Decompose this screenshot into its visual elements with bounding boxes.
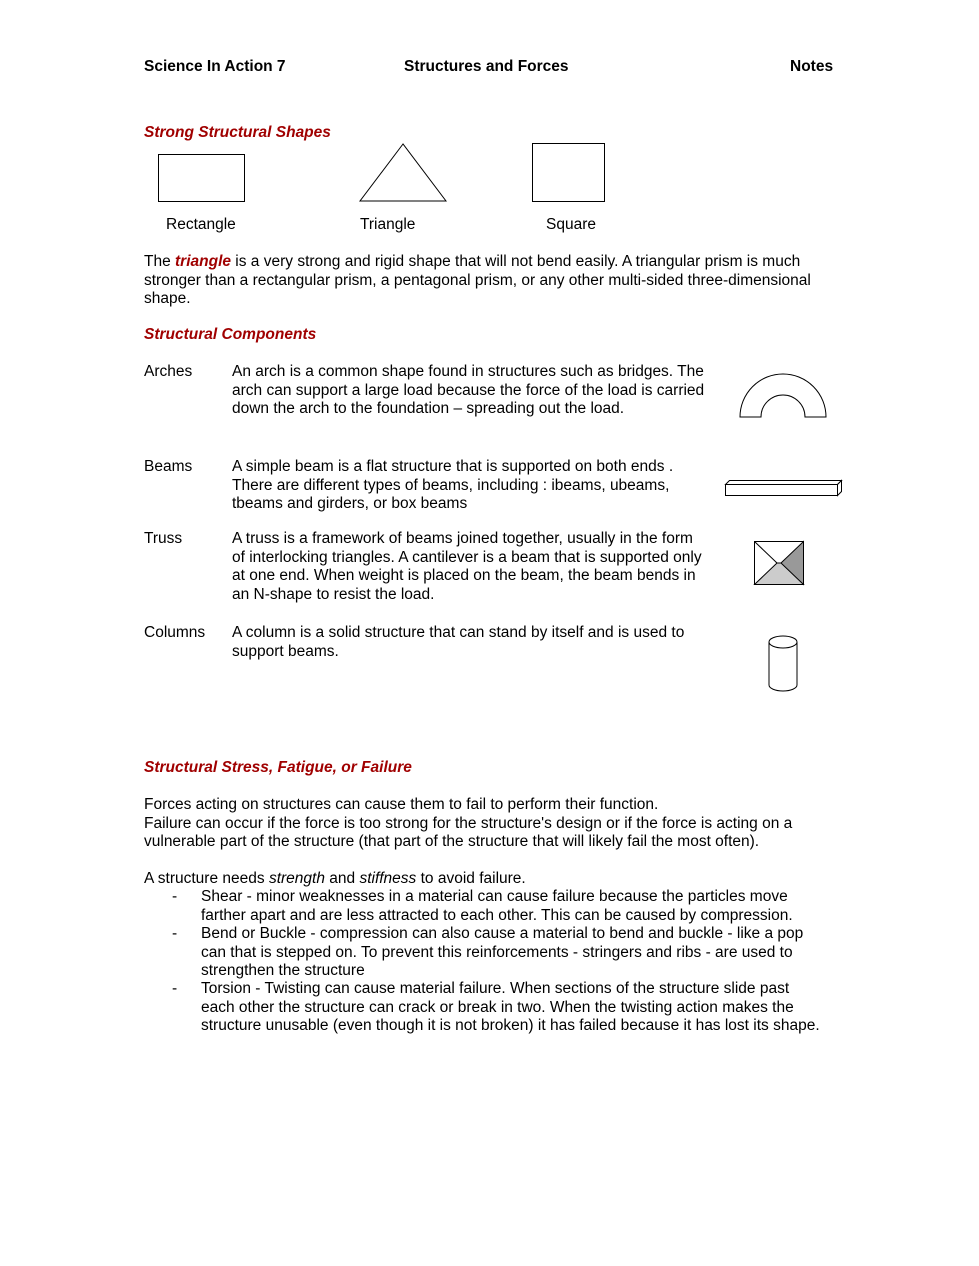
text: to avoid failure. xyxy=(416,870,526,887)
beam-icon xyxy=(726,481,842,496)
rectangle-shape xyxy=(159,155,245,202)
arch-icon xyxy=(740,374,826,417)
bullet: - xyxy=(172,980,178,997)
term-columns: Columns xyxy=(144,624,206,641)
emphasis: strength xyxy=(268,870,325,887)
term-truss: Truss xyxy=(144,530,183,547)
triangle-shape xyxy=(360,144,446,201)
bullet: - xyxy=(172,925,178,942)
emphasis: stiffness xyxy=(359,870,417,887)
desc-truss: A truss is a framework of beams joined together, usually in the form of interlocking triangles. A cantilever is a beam that is supported only at one end. When weight is placed on the beam, the beam bends in an N-shape to resist the load. xyxy=(232,530,702,603)
triangle-label: Triangle xyxy=(360,216,416,233)
header-notes: Notes xyxy=(790,58,834,75)
desc-beams: A simple beam is a flat structure that is supported on both ends . There are different types of beams, including : ibeams, ubeams, tbeams and girders, or box beams xyxy=(232,458,674,512)
rectangle-label: Rectangle xyxy=(166,216,236,233)
stress-paragraph xyxy=(144,796,834,852)
desc-arches: An arch is a common shape found in structures such as bridges. The arch can support a large load because the force of the load is carried down the arch to the foundation – spreading out the load. xyxy=(232,363,705,417)
needs-line xyxy=(144,870,526,889)
header-course: Science In Action 7 xyxy=(144,58,286,75)
text: is a very strong and rigid shape that will not bend easily. A triangular prism is much stronger than a rectangular prism, a pentagonal prism, or any other multi-sided three-dimensional shape. xyxy=(144,253,811,307)
text: The xyxy=(144,253,176,270)
truss-icon xyxy=(755,542,804,585)
emphasis: triangle xyxy=(175,253,231,270)
text: A structure needs xyxy=(144,870,269,887)
text: Forces acting on structures can cause them to fail to perform their function. xyxy=(144,796,659,813)
list-item-bend: Bend or Buckle - compression can also cause a material to bend and buckle - like a pop can that is stepped on. To prevent this reinforcements - stringers and ribs - are used to strengthen the structure xyxy=(201,925,804,979)
term-beams: Beams xyxy=(144,458,193,475)
list-item-torsion: Torsion - Twisting can cause material failure. When sections of the structure slide past each other the structure can crack or break in two. When the twisting action makes the structure unusable (even though it is not broken) it has failed because it has lost its shape. xyxy=(201,980,820,1034)
bullet: - xyxy=(172,888,178,905)
component-figures xyxy=(0,0,1,1)
header-unit: Structures and Forces xyxy=(404,58,569,75)
square-label: Square xyxy=(546,216,596,233)
square-shape xyxy=(533,144,605,202)
term-arches: Arches xyxy=(144,363,193,380)
section-heading-stress: Structural Stress, Fatigue, or Failure xyxy=(144,759,412,776)
desc-columns: A column is a solid structure that can stand by itself and is used to support beams. xyxy=(232,624,685,660)
text: and xyxy=(324,870,360,887)
section-heading-components: Structural Components xyxy=(144,326,317,343)
list-item-shear: Shear - minor weaknesses in a material can cause failure because the particles move farther apart and are less attracted to each other. This can be caused by compression. xyxy=(201,888,793,924)
triangle-paragraph xyxy=(144,253,839,309)
column-icon xyxy=(769,636,797,691)
text: Failure can occur if the force is too strong for the structure's design or if the force is acting on a vulnerable part of the structure (that part of the structure that will likely fail the most often). xyxy=(144,814,793,850)
section-heading-shapes: Strong Structural Shapes xyxy=(144,124,331,141)
